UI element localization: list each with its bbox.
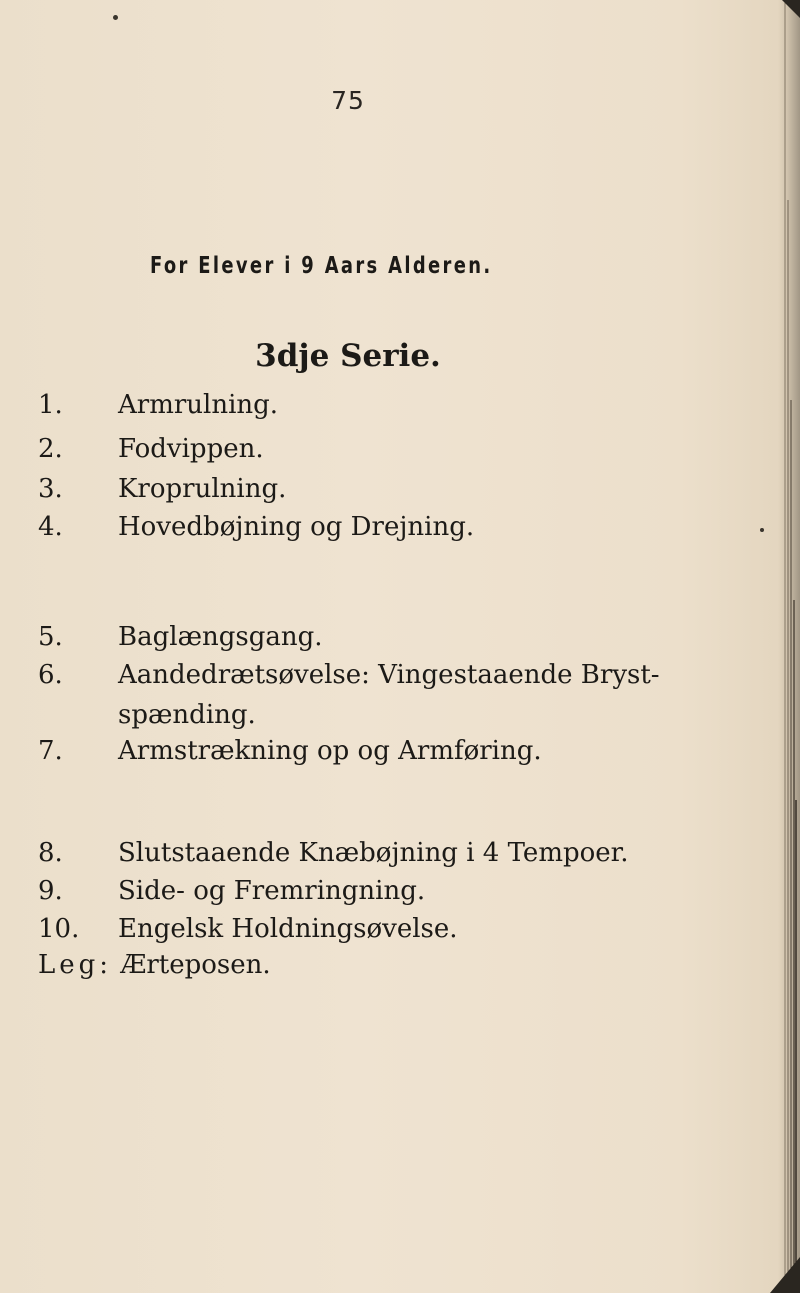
print-speck [113,15,118,20]
exercise-item [38,474,678,504]
exercise-item [38,390,678,420]
exercise-item [38,512,678,542]
exercise-number: 3. [38,474,63,504]
page-edges-decoration [782,0,798,1293]
exercise-item [38,736,678,766]
exercise-item [38,838,678,868]
exercise-text: Hovedbøjning og Drejning. [118,512,475,542]
exercise-continuation: spænding. [118,700,256,730]
print-speck [760,528,764,532]
exercise-item [38,876,678,906]
exercise-text: Side- og Fremringning. [118,876,426,906]
exercise-text: Fodvippen. [118,434,264,464]
page-heading: For Elever i 9 Aars Alderen. [150,253,493,279]
page-corner-bottom [770,1257,800,1293]
page-corner-top [782,0,800,18]
exercise-item [38,660,678,690]
exercise-item [38,914,678,944]
series-title: 3dje Serie. [255,338,441,374]
exercise-number: 10. [38,914,80,944]
exercise-item [38,434,678,464]
exercise-number: 1. [38,390,63,420]
exercise-number: 8. [38,838,63,868]
exercise-item [38,622,678,652]
exercise-number: 9. [38,876,63,906]
page-number: 75 [331,86,365,115]
exercise-number: 5. [38,622,63,652]
exercise-text: Armstrækning op og Armføring. [118,736,542,766]
exercise-text: Slutstaaende Knæbøjning i 4 Tempoer. [118,838,629,868]
exercise-text: Armrulning. [118,390,279,420]
exercise-number: 4. [38,512,63,542]
exercise-text: Kroprulning. [118,474,287,504]
exercise-number: 2. [38,434,63,464]
leg-label: Leg: [38,950,113,980]
leg-text: Ærteposen. [120,950,271,980]
exercise-number: 6. [38,660,63,690]
exercise-text: Aandedrætsøvelse: Vingestaaende Bryst- [118,660,660,690]
exercise-number: 7. [38,736,63,766]
exercise-text: Engelsk Holdningsøvelse. [118,914,458,944]
leg-line [38,950,271,980]
exercise-text: Baglængsgang. [118,622,323,652]
